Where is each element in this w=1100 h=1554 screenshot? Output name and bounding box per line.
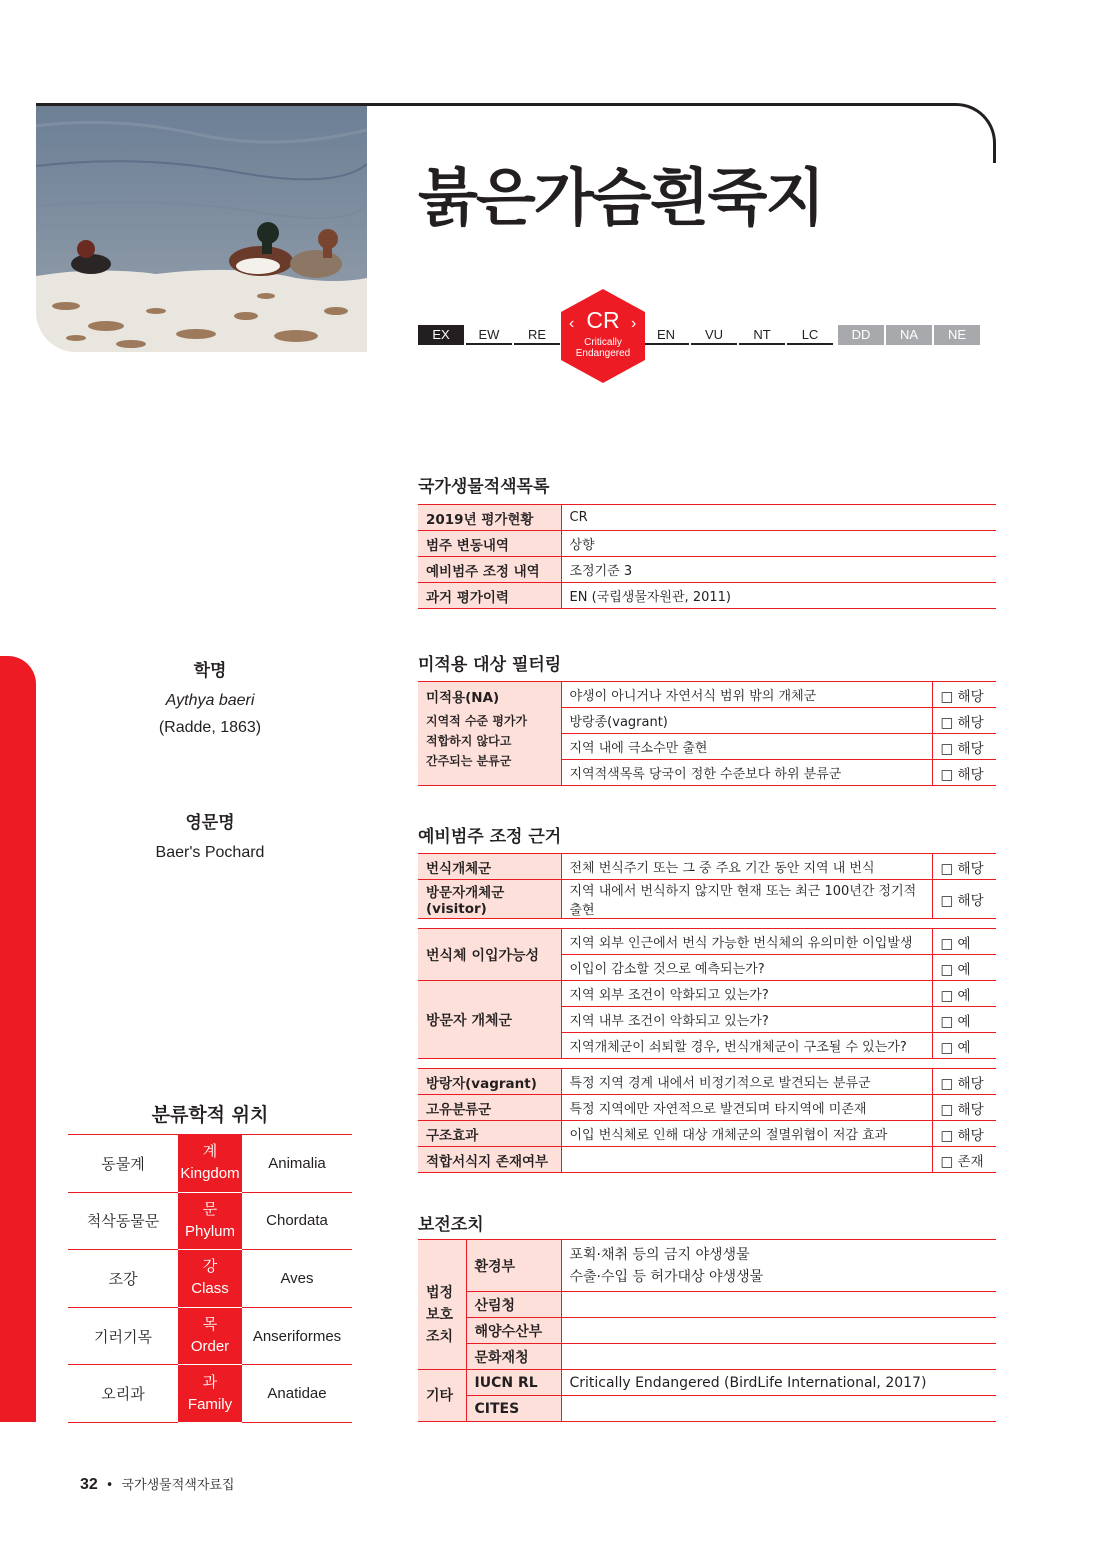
filter-text: 지역 내에 극소수만 출현: [561, 734, 932, 760]
agency-label: 산림청: [466, 1292, 561, 1318]
filter-label: [418, 682, 561, 786]
conservation-row: [418, 1396, 996, 1422]
taxonomy-ko: 척삭동물문: [68, 1192, 178, 1250]
taxonomy-row: [68, 1307, 352, 1365]
agency-detail-line: 포획·채취 등의 금지 야생생물: [569, 1246, 750, 1263]
filter-heading: 미적용 대상 필터링: [418, 655, 562, 675]
agency-detail: [561, 1292, 996, 1318]
taxonomy-value: Anatidae: [242, 1365, 352, 1423]
adjust-text: 전체 번식주기 또는 그 중 주요 기간 동안 지역 내 번식: [561, 854, 932, 880]
adjust-text: 지역 외부 인근에서 번식 가능한 번식체의 유의미한 이입발생: [561, 929, 932, 955]
status-ne: NE: [934, 325, 980, 345]
agency-label: 문화재청: [466, 1344, 561, 1370]
adjust-checkbox[interactable]: □ 예: [932, 981, 996, 1007]
svg-text:‹: ‹: [569, 315, 575, 332]
adjust-row: [418, 1147, 996, 1173]
other-label: 기타: [418, 1370, 466, 1422]
rank-ko: 계: [202, 1143, 218, 1161]
status-ew: EW: [466, 325, 512, 345]
agency-detail: [561, 1318, 996, 1344]
species-photo: [36, 106, 367, 352]
adjust-text: 이입이 감소할 것으로 예측되는가?: [561, 955, 932, 981]
agency-detail: [561, 1396, 996, 1422]
rank-en: Order: [190, 1338, 230, 1356]
status-cr-name: Critically Endangered: [575, 337, 631, 359]
taxonomy-value: Animalia: [242, 1135, 352, 1193]
adjust-row: [418, 981, 996, 1007]
taxonomy-rank: [178, 1192, 242, 1250]
adjust-checkbox[interactable]: □ 예: [932, 929, 996, 955]
redlist-row: [418, 583, 996, 609]
agency-label: 환경부: [466, 1240, 561, 1292]
rank-en: Class: [191, 1280, 229, 1298]
filter-label-main: 미적용(NA): [426, 690, 500, 706]
redlist-heading: 국가생물적색목록: [418, 477, 550, 497]
adjust-row: [418, 854, 996, 880]
redlist-label: 예비범주 조정 내역: [418, 557, 561, 583]
adjust-label: 방랑자(vagrant): [418, 1069, 561, 1095]
taxonomy-heading: 분류학적 위치: [151, 1104, 269, 1126]
conservation-heading: 보전조치: [418, 1215, 484, 1235]
english-name: Baer's Pochard: [155, 844, 265, 861]
adjust-checkbox[interactable]: □ 해당: [932, 1121, 996, 1147]
agency-detail: [561, 1344, 996, 1370]
status-cr: CR: [586, 307, 620, 333]
filter-text: 야생이 아니거나 자연서식 범위 밖의 개체군: [561, 682, 932, 708]
scientific-name: Aythya baeri: [165, 692, 255, 709]
redlist-row: [418, 531, 996, 557]
adjust-checkbox[interactable]: □ 해당: [932, 880, 996, 919]
adjust-table: [418, 853, 996, 1173]
english-name-block: [68, 808, 352, 866]
adjust-text: [561, 1147, 932, 1173]
filter-checkbox[interactable]: □ 해당: [932, 760, 996, 786]
agency-detail-line: 수출·수입 등 허가대상 야생생물: [569, 1268, 764, 1285]
status-re: RE: [514, 325, 560, 345]
filter-checkbox[interactable]: □ 해당: [932, 734, 996, 760]
filter-checkbox[interactable]: □ 해당: [932, 682, 996, 708]
agency-detail: Critically Endangered (BirdLife International, 2017): [561, 1370, 996, 1396]
rank-en: Family: [187, 1395, 233, 1413]
rank-ko: 목: [202, 1316, 218, 1334]
adjust-checkbox[interactable]: □ 예: [932, 955, 996, 981]
taxonomy-row: [68, 1135, 352, 1193]
adjust-checkbox[interactable]: □ 해당: [932, 854, 996, 880]
adjust-row: [418, 1095, 996, 1121]
redlist-value: 조정기준 3: [561, 557, 996, 583]
status-ex: EX: [418, 325, 464, 345]
rank-ko: 문: [202, 1200, 218, 1218]
adjust-checkbox[interactable]: □ 예: [932, 1033, 996, 1059]
adjust-row: [418, 929, 996, 955]
rank-ko: 강: [202, 1258, 218, 1276]
taxonomy-row: [68, 1250, 352, 1308]
taxonomy-ko: 기러기목: [68, 1307, 178, 1365]
adjust-text: 이입 번식체로 인해 대상 개체군의 절멸위협이 저감 효과: [561, 1121, 932, 1147]
redlist-value: CR: [561, 505, 996, 531]
filter-text: 방랑종(vagrant): [561, 708, 932, 734]
agency-label: CITES: [466, 1396, 561, 1422]
side-tab: [0, 656, 36, 1422]
adjust-label: 적합서식지 존재여부: [418, 1147, 561, 1173]
adjust-text: 지역 내에서 번식하지 않지만 현재 또는 최근 100년간 정기적 출현: [561, 880, 932, 919]
adjust-row: [418, 880, 996, 919]
status-en: EN: [643, 325, 689, 345]
taxonomy-ko: 오리과: [68, 1365, 178, 1423]
filter-table: [418, 681, 996, 786]
taxonomy-rank: [178, 1365, 242, 1423]
taxonomy-ko: 동물계: [68, 1135, 178, 1193]
taxonomy-value: Chordata: [242, 1192, 352, 1250]
legal-label: 법정 보호 조치: [418, 1240, 466, 1370]
scientific-author: (Radde, 1863): [158, 719, 262, 736]
status-dd: DD: [838, 325, 884, 345]
redlist-row: [418, 505, 996, 531]
adjust-checkbox[interactable]: □ 예: [932, 1007, 996, 1033]
status-vu: VU: [691, 325, 737, 345]
redlist-table: [418, 504, 996, 609]
filter-checkbox[interactable]: □ 해당: [932, 708, 996, 734]
rank-en: Kingdom: [180, 1165, 240, 1183]
adjust-text: 지역 내부 조건이 악화되고 있는가?: [561, 1007, 932, 1033]
rank-en: Phylum: [184, 1222, 236, 1240]
conservation-row: [418, 1344, 996, 1370]
agency-label: IUCN RL: [466, 1370, 561, 1396]
redlist-value: 상향: [561, 531, 996, 557]
conservation-table: [418, 1239, 996, 1422]
filter-row: [418, 682, 996, 708]
svg-text:›: ›: [631, 315, 637, 332]
taxonomy-ko: 조강: [68, 1250, 178, 1308]
filter-label-sub: 간주되는 분류군: [426, 754, 512, 768]
adjust-checkbox[interactable]: □ 해당: [932, 1069, 996, 1095]
conservation-row: [418, 1292, 996, 1318]
conservation-row: [418, 1370, 996, 1396]
page-footer: 32 • 국가생물적색자료집: [80, 1476, 235, 1493]
adjust-text: 특정 지역에만 자연적으로 발견되며 타지역에 미존재: [561, 1095, 932, 1121]
adjust-text: 특정 지역 경계 내에서 비정기적으로 발견되는 분류군: [561, 1069, 932, 1095]
filter-label-sub: 지역적 수준 평가가: [426, 714, 528, 728]
adjust-label: 방문자 개체군: [418, 981, 561, 1059]
redlist-value: EN (국립생물자원관, 2011): [561, 583, 996, 609]
status-lc: LC: [787, 325, 833, 345]
adjust-text: 지역개체군이 쇠퇴할 경우, 번식개체군이 구조될 수 있는가?: [561, 1033, 932, 1059]
taxonomy-rank: [178, 1307, 242, 1365]
book-title: 국가생물적색자료집: [121, 1478, 235, 1493]
taxonomy-rank: [178, 1250, 242, 1308]
taxonomy-value: Anseriformes: [242, 1307, 352, 1365]
adjust-checkbox[interactable]: □ 해당: [932, 1095, 996, 1121]
adjust-label: 방문자개체군(visitor): [418, 880, 561, 919]
adjust-text: 지역 외부 조건이 악화되고 있는가?: [561, 981, 932, 1007]
redlist-label: 범주 변동내역: [418, 531, 561, 557]
filter-label-sub: 적합하지 않다고: [426, 734, 512, 748]
filter-text: 지역적색목록 당국이 정한 수준보다 하위 분류군: [561, 760, 932, 786]
scientific-name-block: [68, 656, 352, 741]
taxonomy-row: [68, 1365, 352, 1423]
agency-detail: [561, 1240, 996, 1292]
status-cr-badge: [561, 289, 645, 383]
adjust-heading: 예비범주 조정 근거: [418, 827, 562, 847]
redlist-label: 2019년 평가현황: [418, 505, 561, 531]
adjust-row: [418, 1121, 996, 1147]
status-na: NA: [886, 325, 932, 345]
scientific-heading: 학명: [193, 661, 227, 681]
page-number: 32: [80, 1476, 98, 1493]
conservation-row: [418, 1240, 996, 1292]
conservation-row: [418, 1318, 996, 1344]
adjust-label: 번식체 이입가능성: [418, 929, 561, 981]
adjust-label: 구조효과: [418, 1121, 561, 1147]
taxonomy-rank: [178, 1135, 242, 1193]
adjust-label: 고유분류군: [418, 1095, 561, 1121]
agency-label: 해양수산부: [466, 1318, 561, 1344]
redlist-label: 과거 평가이력: [418, 583, 561, 609]
adjust-checkbox[interactable]: □ 존재: [932, 1147, 996, 1173]
adjust-row: [418, 1069, 996, 1095]
rank-ko: 과: [202, 1373, 218, 1391]
status-nt: NT: [739, 325, 785, 345]
taxonomy-row: [68, 1192, 352, 1250]
taxonomy-value: Aves: [242, 1250, 352, 1308]
adjust-label: 번식개체군: [418, 854, 561, 880]
redlist-row: [418, 557, 996, 583]
taxonomy-table: [68, 1134, 352, 1423]
page-title: 붉은가슴흰죽지: [418, 161, 824, 234]
english-heading: 영문명: [185, 813, 235, 833]
